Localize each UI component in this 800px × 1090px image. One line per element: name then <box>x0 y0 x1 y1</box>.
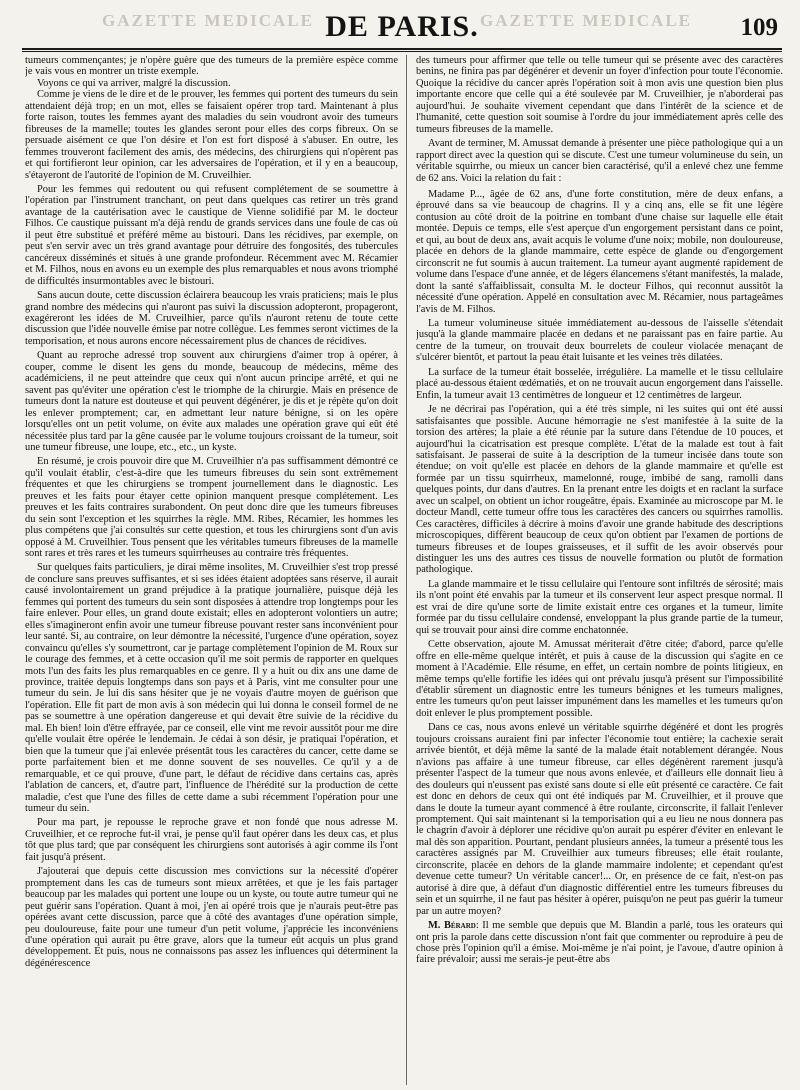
speaker-text: : Il me semble que depuis que M. Blandin a parlé, tous les orateurs qui ont pris la parole dans cette discussion n'ont fait que commenter ou reproduire à peu de chose près l'opinion qu'il a émise. Moi-même je n'ai point, je l'avoue, d'autre opinion à faire prévaloir; aussi me serais-je peut-être abs <box>416 920 783 966</box>
paragraph: Dans ce cas, nous avons enlevé un véritable squirrhe dégénéré et dont les progrès toujours croissans auraient fini par infecter l'économie tout entière; la cachexie serait arrivée bientôt, et déjà même la santé de la malade était notablement dérangée. Nous n'avions pas affaire à une tumeur fibreuse, car elles dégénèrent rarement jusqu'à présenter l'aspect de la tumeur que nous avons enlevée, et d'ailleurs elle donnait lieu à des douleurs qui n'eussent pas existé sans doute si elle eût présenté ce caractère. Ce fait est donc en dehors de ceux qui ont été indiqués par M. Cruveilhier, et il prouve que dans le doute la tumeur ayant commencé à être roulante, circonscrite, il fallait l'enlever promptement. Qui sait maintenant si la temporisation qui a eu lieu ne nous donnera pas le chagrin d'avoir à déplorer une récidive qu'on aurait pu espérer d'éviter en enlevant le mal dès son apparition. Pourtant, pendant plusieurs années, la tumeur a présenté tous les caractères assignés par M. Cruveilhier aux tumeurs fibreuses; elle était roulante, circonscrite, placée en dehors de la glande mammaire indolente; et cependant qu'est devenue cette tumeur? Un véritable cancer!... Or, en présence de ce fait, n'est-on pas autorisé à dire que, à défaut d'un diagnostic différentiel entre les tumeurs fibreuses du sein et un squirrhe, il ne faut pas hésiter à opérer, puisqu'on ne peut pas guérir la tumeur par un autre moyen? <box>416 722 783 917</box>
right-column <box>416 55 783 1085</box>
speaker-name: M. Bérard <box>428 920 476 932</box>
paragraph: J'ajouterai que depuis cette discussion mes convictions sur la nécessité d'opérer promptement dans les cas de tumeurs sont mieux arrêtées, et que je les fais partager beaucoup par les malades qui portent une loupe ou un kyste, ou toute autre tumeur qui ne peut guérir sans l'opération. Quant à moi, j'en ai opéré trois que je n'aurais peut-être pas opérées avant cette discussion, parce que à côté des avantages d'une opération simple, peu douloureuse, faite pour une tumeur d'un petit volume, j'apprécie les inconvéniens d'une opération qui aurait pu être grave, alors que la tumeur eût acquis un plus grand développement. Et puis, nous ne connaissons pas assez les influences qui déterminent la dégénérescence <box>25 866 398 969</box>
paragraph: des tumeurs pour affirmer que telle ou telle tumeur qui se présente avec des caractères benins, ne finira pas par dégénérer et devenir un foyer d'infection pour toute l'économie. Quoique la récidive du cancer après l'opération soit à mon avis une question bien plus importante encore que celle qui a été soulevée par M. Cruveilhier, je n'aborderai pas aujourd'hui. Je souhaite vivement cependant que dans l'intérêt de la science et de l'humanité, cette question soit soumise à l'ordre du jour immédiatement après celle des tumeurs fibreuses de la mamelle. <box>416 55 783 135</box>
paragraph: tumeurs commençantes; je n'opère guère que des tumeurs de la première espèce comme je vais vous en montrer un triste exemple. <box>25 55 398 78</box>
paragraph: Sur quelques faits particuliers, je dirai même insolites, M. Cruveilhier s'est trop pressé de conclure sans preuves suffisantes, et si ses idées étaient adoptées sans réserve, il aurait causé involontairement un grand préjudice à la pratique journalière, puisque déjà les femmes qui portent des tumeurs du sein sont disposées à attendre trop longtemps pour les faire enlever. Pour elles, un grand doute existait; elles en adopteront volontiers un autre; elles s'imagineront enfin avoir une tumeur fibreuse pouvant rester sans inconvénient pour leur santé. Si, au contraire, on leur démontre la nécessité, l'urgence d'une opération, soyez convaincu qu'elles s'y soumettront, car je partage complètement l'opinion de M. Roux sur le courage des femmes, et à cette occasion qu'il me soit permis de rapporter en quelques mots l'un des faits les plus remarquables en ce genre. Il y a huit ou dix ans une dame de province, traitée depuis longtemps dans son pays et à Paris, vint me consulter pour une tumeur du sein. Je lui dis sans hésiter que je ne voyais d'autre moyen de guérison que l'opération. Elle fit part de mon avis à son médecin qui lui donna le conseil formel de ne pas se soumettre à une opération dangereuse et qui devait être suivie de la récidive du mal. Eh bien! loin d'être effrayée, par ce conseil, elle vint me revoir aussitôt pour me dire qu'elle voulait être opérée le lendemain. Je cédai à son désir, je pratiquai l'opération, et bien que la tumeur que j'ai enlevée présentât tous les caractères du cancer, cette dame se porte parfaitement bien et me donne souvent de ses nouvelles. Ce qu'il y a de remarquable, et ce qui prouve, d'une part, le défaut de récidive dans certains cas, après l'ablation de cancers, et, d'autre part, l'influence de l'hérédité sur la production de cette maladie, c'est que l'une des filles de cette dame a subi récemment l'opération pour une tumeur du sein. <box>25 562 398 814</box>
paragraph: Je ne décrirai pas l'opération, qui a été très simple, ni les suites qui ont été aussi satisfaisantes que possible. Aucune hémorragie ne s'est manifestée à la suite de la torsion des artères; la plaie a été réunie par la suture dans l'étendue de 10 pouces, et aujourd'hui la cicatrisation est presque complète. L'état de la malade est tout à fait satisfaisant. Je passerai de suite à la description de la tumeur incisée dans toute son étendue; on voit qu'elle est placée en dehors de la glande mammaire et qu'elle est formée par un tissu squirrheux, mamelonné, rouge, imbibé de sang, ramolli dans quelques points, dur dans d'autres. En la prenant entre les doigts et en raclant la surface avec un scalpel, on obtient un ichor rougeâtre, épais. Examinée au microscope par M. le docteur Mandl, cette tumeur offre tous les caractères des cancers ou squirrhes ramollis. Ces caractères, difficiles à décrire à moins d'avoir une grande habitude des descriptions microscopiques, diffèrent beaucoup de ceux qu'on obtient par l'examen de portions de tumeurs fibreuses et de loupes graisseuses, et il suffit de les avoir observés pour distinguer les uns des autres ces tissus de nouvelle formation ou plutôt de formation pathologique. <box>416 404 783 576</box>
paragraph: En résumé, je crois pouvoir dire que M. Cruveilhier n'a pas suffisamment démontré ce qu'il voulait établir, c'est-à-dire que les tumeurs fibreuses du sein sont extrêmement fréquentes et que les chirurgiens se trompent journellement dans le diagnostic. Les preuves et les faits pour étayer cette opinion manquent presque complétement. Les preuves et les faits contraires surabondent. On peut donc dire que les tumeurs fibreuses du sein sont l'exception et les squirrhes la règle. MM. Ribes, Récamier, les hommes les plus compétens que j'ai consultés sur cette question, et tous les chirurgiens sont d'un avis opposé à M. Cruveilhier. Tous pensent que les véritables tumeurs fibreuses de la mamelle sont rares et très rares et les tumeurs squirrheuses au contraire très fréquentes. <box>25 456 398 560</box>
paragraph: Cette observation, ajoute M. Amussat mériterait d'être citée; d'abord, parce qu'elle offre en elle-même quelque intérêt, et puis à cause de la discussion qui s'agite en ce moment à l'Académie. Elle résume, en effet, un certain nombre de points litigieux, en même temps qu'elle fortifie les idées qui ont prévalu jusqu'à présent sur l'impossibilité d'établir sûrement un diagnostic entre les tumeurs bénignes et les tumeurs malignes, entre les tumeurs qu'on peut laisser impunément dans les mamelles et les tumeurs qu'on doit enlever le plus promptement possible. <box>416 639 783 719</box>
paragraph: Sans aucun doute, cette discussion éclairera beaucoup les vrais praticiens; mais le plus grand nombre des médecins qui n'auront pas suivi la discussion adopteront, propageront, exagéreront les idées de M. Cruveilhier, parce qu'ils n'auront retenu de toute cette discussion que l'idée nouvelle émise par notre collègue. Les femmes seront victimes de la temporisation, et nous aurons encore nécessairement plus de chances de récidives. <box>25 290 398 347</box>
page-header <box>22 8 782 50</box>
paragraph: Pour ma part, je repousse le reproche grave et non fondé que nous adresse M. Cruveilhier, et ce reproche fut-il vrai, je pense qu'il faut opérer dans les deux cas, et plus tôt que plus tard; que par conséquent les chirurgiens sont autorisés à agir comme ils l'ont fait jusqu'à présent. <box>25 817 398 863</box>
column-divider <box>406 55 407 1085</box>
bleed-through-title-right: GAZETTE MEDICALE <box>480 11 692 30</box>
case-report-paragraph: Madame P..., âgée de 62 ans, d'une forte constitution, mère de deux enfans, a éprouvé dans sa vie beaucoup de chagrins. Il y a cinq ans, elle se fit une légère contusion au côté droit de la poitrine en tombant d'une chaise sur laquelle elle était montée. Depuis ce temps, elle s'est aperçue d'un engorgement persistant dans ce point, et qui, au bout de deux ans, avait acquis le volume d'une noix; mobile, non douloureuse, placée en dehors de la glande mammaire, cette espèce de glande ou d'engorgement circonscrit ne fut soumis à aucun traitement. La tumeur ayant augmenté rapidement de volume dans l'espace d'une année, et de légers élancemens s'étant manifestés, la malade, dont la santé s'affaiblissait, consulta M. le docteur Filhos, qui reconnut aussitôt la nécessité d'une opération. Appelé en consultation avec M. Récamier, nous partageâmes l'avis de M. Filhos. <box>416 188 783 315</box>
left-column <box>25 55 398 1085</box>
paragraph: Pour les femmes qui redoutent ou qui refusent complétement de se soumettre à l'opération par l'instrument tranchant, on peut dans quelques cas retirer un très grand avantage de la cautérisation avec le caustique de Vienne solidifié par M. le docteur Filhos. Ce caustique puissant m'a déjà rendu de grands services dans une foule de cas où il peut être substitué et préféré même au bistouri. Dans les récidives, par exemple, on peut s'en servir avec un très grand avantage pour détruire des fongosités, des tubercules cancéreux disséminés et situés à une grande profondeur. Récemment avec M. Récamier et M. Filhos, nous en avons eu un exemple des plus remarquables et nous avons triomphé de difficultés insurmontables avec le bistouri. <box>25 183 398 287</box>
paragraph: La tumeur volumineuse située immédiatement au-dessous de l'aisselle s'étendait jusqu'à la glande mammaire placée en dedans et ne paraissant pas en faire partie. Au centre de la tumeur, on trouvait deux bourrelets de couleur violacée menaçant de s'ulcérer bientôt, et partout la peau était luisante et les veines très dilatées. <box>416 317 783 364</box>
paragraph: Comme je viens de le dire et de le prouver, les femmes qui portent des tumeurs du sein attendaient déjà trop; en un mot, elles se faisaient opérer trop tard. Maintenant à plus forte raison, toutes les femmes ayant des maladies du sein voudront avoir des tumeurs fibreuses de la mamelle; toutes les glandes seront pour elles des corps fibreux. On se persuade aisément ce que l'on désire et l'on est fort disposé à s'abuser. En outre, les femmes trouveront facilement des amis, des médecins, des chirurgiens qui n'opèrent pas et qui fortifieront leur opinion, car les adversaires de l'opération, et il y en a beaucoup, s'étayeront de l'autorité de l'opinion de M. Cruveilhier. <box>25 89 398 181</box>
paragraph: La surface de la tumeur était bosselée, irrégulière. La mamelle et le tissu cellulaire placé au-dessous étaient œdématiés, et on ne trouvait aucun engorgement dans l'aisselle. Enfin, la tumeur avait 13 centimètres de longueur et 12 centimètres de largeur. <box>416 366 783 401</box>
paragraph: Voyons ce qui va arriver, malgré la discussion. <box>37 77 231 89</box>
page-number: 109 <box>740 14 778 41</box>
header-rule <box>22 51 782 52</box>
paragraph: Quant au reproche adressé trop souvent aux chirurgiens d'aimer trop à opérer, à couper, comme le disent les gens du monde, beaucoup de médecins, même des académiciens, il ne peut atteindre que ceux qui n'ont aucun principe arrêté, et qui ne savent pas qu'éviter une opération c'est le triomphe de la chirurgie. Mais en présence de tumeurs dont la nature est douteuse et qui peuvent dégénérer, je dis et je répète qu'on doit les enlever promptement; car, en admettant leur nature bénigne, si on les opère lorsqu'elles ont un petit volume, on évite aux malades une opération grave qui eût été nécessitée plus tard par la gêne causée par le volume toujours croissant de la tumeur, soit une tumeur fibreuse, une loupe, etc., etc., un kyste. <box>25 350 398 453</box>
paragraph: La glande mammaire et le tissu cellulaire qui l'entoure sont infiltrés de sérosité; mais ils n'ont point été envahis par la tumeur et ils conservent leur aspect presque normal. Il est vrai de dire qu'une sorte de limite existait entre ces organes et la tumeur, limite formée par du tissu cellulaire condensé, enveloppant la plus grande partie de la tumeur, qui se trouvait pour ainsi dire comme enchatonnée. <box>416 578 783 636</box>
journal-title: DE PARIS. <box>325 10 479 43</box>
paragraph: Avant de terminer, M. Amussat demande à présenter une pièce pathologique qui a un rapport direct avec la question qui se discute. C'est une tumeur volumineuse du sein, un véritable squirrhe, ou mieux un cancer bien caractérisé, qu'il a enlevé chez une femme de 62 ans. Voici la relation du fait : <box>416 138 783 184</box>
speaker-paragraph <box>416 920 783 966</box>
bleed-through-title-left: GAZETTE MEDICALE <box>102 11 314 30</box>
